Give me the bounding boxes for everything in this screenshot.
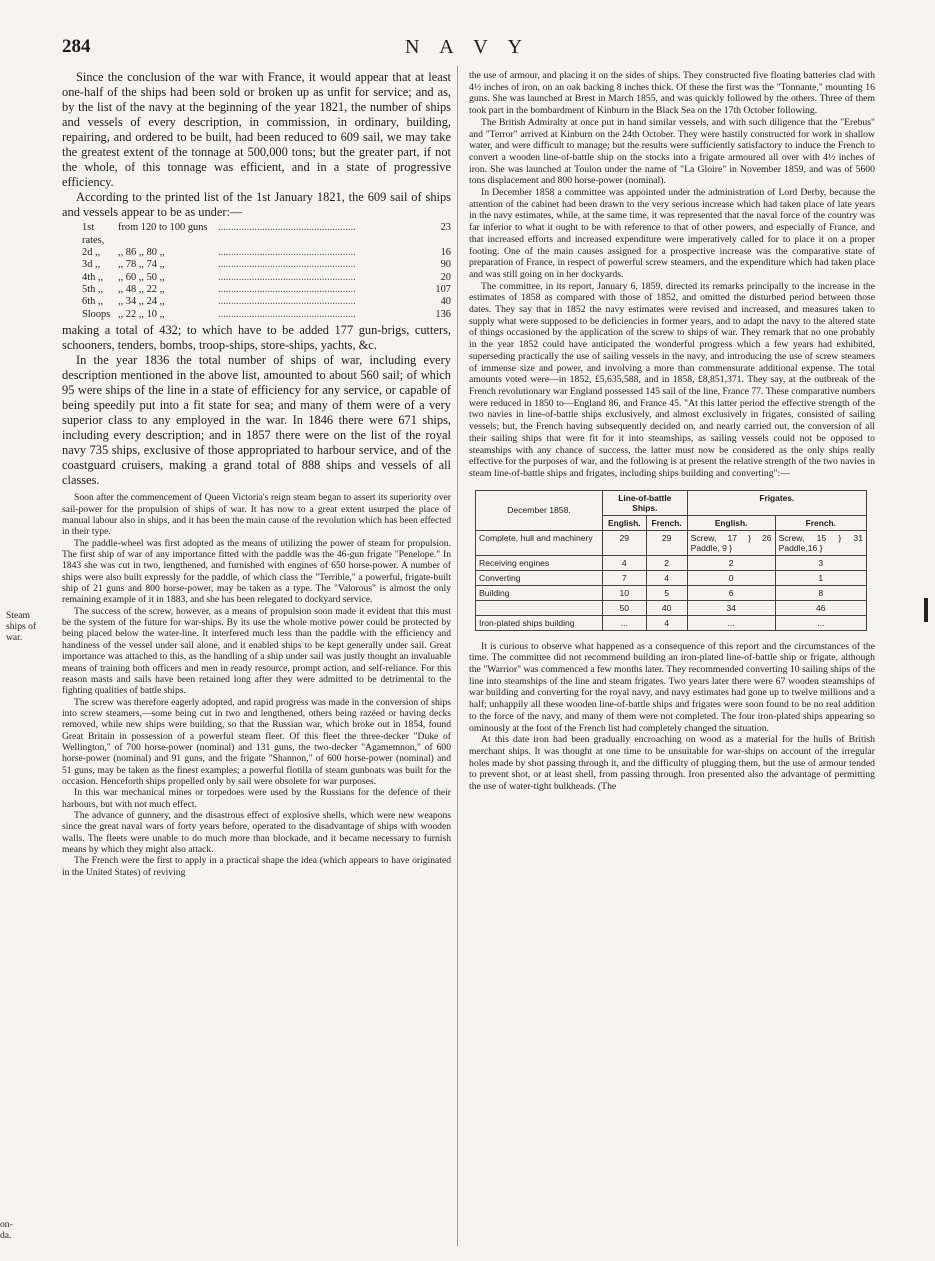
paragraph: The advance of gunnery, and the disastrous effect of explosive shells, which were new weapons since the great naval wars of forty years before, operated to the disadvantage of ships with wooden walls. The fleets were unable to do much more than blockade, and it became necessary to furnish means by which they might also attack. [62, 809, 451, 856]
table-group-header: Frigates. [687, 490, 866, 515]
table-subheader: English. [687, 515, 775, 530]
paragraph: The success of the screw, however, as a means of propulsion soon made it evident that this must be the system of the future for war-ships. By its use the whole motive power could be protected by being placed below the water-line. It interfered much less than the paddle with the efficiency and handiness of the vessel under sail alone, and it enabled ships to be kept generally under sail. Great importance was attached to this, as the handling of a ship under sail was justly thought an invaluable means of training both officers and men in ready resource, prompt action, and self-reliance. For this reason masts and sails have been retained long after they were admitted to be detrimental to the fighting qualities of battle ships. [62, 605, 451, 697]
table-subheader: French. [646, 515, 687, 530]
rate-row: 2d ,, ,, 86 ,, 80 ,, ..................................................... 16 [82, 247, 451, 259]
paragraph: In December 1858 a committee was appointed under the administration of Lord Derby, because the attention of the cabinet had been drawn to the very serious increase which had taken place of late years in the navy estimates, while, at the same time, it was represented that the naval force of the country was far inferior to what it ought to be with reference to that of other powers, and especially of France, and that increased efforts and increased expenditure were imperatively called for to place it on a proper footing. One of the main causes assigned for a prospective increase was the comparative state of preparation of France, in respect of powerful screw steamers, and the expenditure which had taken place and was still going on in her dockyards. [469, 187, 875, 280]
paragraph: The paddle-wheel was first adopted as the means of utilizing the power of steam for propulsion. The first ship of war of any importance fitted with the paddle was the 46-gun frigate "Penelope." In 1843 she was cut in two, lengthened, and furnished with engines of 650 horse-power. A number of ships were also built expressly for the paddle, of which class the "Terrible," a powerful, frigate-built ship of 21 guns and 800 horse-power, may be taken as a type. The "Valorous" is almost the only remaining example of it in 1883, and she has been relegated to dockyard service. [62, 537, 451, 606]
paragraph: According to the printed list of the 1st January 1821, the 609 sail of ships and vessels appear to be as under:— [62, 190, 451, 220]
paragraph: The French were the first to apply in a practical shape the idea (which appears to have originated in the United States) of reviving [62, 855, 451, 878]
paragraph: the use of armour, and placing it on the sides of ships. They constructed five floating batteries clad with 4½ inches of iron, on an oak backing 8 inches thick. Of these the first was the "Tonnante," mounting 16 guns. She was launched at Brest in March 1855, and was quickly followed by the others. Three of them took part in the bombardment of Kinburn in the Black Sea on the 17th October following. [469, 70, 875, 117]
rate-row: Sloops ,, 22 ,, 10 ,, ..................................................... 136 [82, 308, 451, 320]
side-note-fragment: on- da. [0, 1219, 13, 1241]
table-totals-row: 50 40 34 46 [476, 600, 867, 615]
running-title: N A V Y [404, 36, 531, 58]
rate-row: 3d ,, ,, 78 ,, 74 ,, ..................................................... 90 [82, 259, 451, 271]
side-note-steam-ships: Steam ships of war. [6, 610, 37, 643]
table-header-row [476, 490, 867, 515]
paragraph: At this date iron had been gradually encroaching on wood as a material for the hulls of British merchant ships. It was thought at one time to be unsuitable for war-ships on account of the irregular holes made by shot passing through it, and the difficulty of plugging them, but the use of armour tended to prevent shot, or at least shell, from passing through. Iron presented also the advantage of permitting the use of water-tight bulkheads. (The [469, 734, 875, 793]
rate-row: 5th ,, ,, 48 ,, 22 ,, ..................................................... 107 [82, 283, 451, 295]
page-number: 284 [62, 36, 91, 57]
column-rule [457, 66, 458, 1246]
paragraph: In the year 1836 the total number of ships of war, including every description mentioned in the above list, amounted to about 560 sail; of which 95 were ships of the line in a state of efficiency for any service, or capable of being speedily put into a fit state for sea; and many of them were of a very superior class to any employed in the war. In 1846 there were 671 ships, including every description; and in 1857 there were on the list of the royal navy 735 ships, exclusive of those appropriated to harbour service, and of the coastguard cruisers, making a grand total of 888 ships and vessels of all classes. [62, 352, 451, 488]
left-column [62, 70, 451, 878]
right-column [469, 70, 875, 793]
table-row: Receiving engines 4 2 2 3 [476, 555, 867, 570]
rates-list [62, 222, 451, 320]
paragraph: The screw was therefore eagerly adopted, and rapid progress was made in the conversion of ships into screw steamers,—some being cut in two and lengthened, others being razéed or having decks removed, while new ships were building, so that the Russian war, which broke out in 1854, found Great Britain in possession of a powerful steam fleet. Of this fleet the three-decker "Duke of Wellington," of 700 horse-power (nominal) and 131 guns, the two-decker "Agamemnon," of 600 horse-power (nominal) and 91 guns, and the frigate "Shannon," of 600 horse-power (nominal) and 51 guns, may be taken as the finest examples; a powerful flotilla of steam gunboats was built for the occasion. Henceforth ships propelled only by sail were obsolete for war purposes. [62, 696, 451, 787]
paragraph: Soon after the commencement of Queen Victoria's reign steam began to assert its superiority over sail-power for the propulsion of ships of war. It has now to a great extent usurped the place of manual labour also in ships, and it has been the main cause of the revolution which has been effected in their type. [62, 492, 451, 538]
table-subheader: French. [775, 515, 866, 530]
table-row: Converting 7 4 0 1 [476, 570, 867, 585]
paragraph: Since the conclusion of the war with France, it would appear that at least one-half of the ships had been sold or broken up as unfit for service; and as, by the list of the navy at the beginning of the year 1821, the number of ships and vessels of every description, in commission, in ordinary, building, repairing, and ordered to be built, had been reduced to 609 sail, we may take the greatest extent of the tonnage at 500,000 tons; but the greater part, if not the whole, of this tonnage was efficient, and in a state of progressive efficiency. [62, 70, 451, 190]
table-row: Complete, hull and machinery 29 29 Screw, 17 } 26 Paddle, 9 } Screw, 15 } 31 Paddle,16 } [476, 530, 867, 555]
table-subheader: English. [603, 515, 647, 530]
table-row: Iron-plated ships building ... 4 ... ... [476, 615, 867, 630]
rate-row: 1st rates, from 120 to 100 guns ..................................................... 23 [82, 222, 451, 246]
paragraph: The committee, in its report, January 6, 1859, directed its remarks principally to the increase in the estimates of 1858 as compared with those of 1852, and omitted the disturbed period between those dates. They say that in 1852 the navy estimates were revised and increased, and measures taken to supply what were supposed to be deficiencies in former years, and to adapt the navy to the altered state of things occasioned by the application of the screw to ships of war. They remark that no one probably in the year 1852 could have anticipated the wonderful progress which a few years had exhibited, superseding practically the use of sailing vessels in the navy, and introducing the use of screw steamers of immense size and power, and involving a more than commensurate additional expense. The total amounts voted were—in 1852, £5,635,588, and in 1858, £8,851,371. They say, at the outbreak of the French revolutionary war England possessed 145 sail of the line, France 77. These comparative numbers were reduced in 1850 to—England 86, and France 45. "At this latter period the effective strength of the two navies in line-of-battle ships exclusively, and almost exclusively in frigates, consisted of sailing vessels; but, the French having subsequently decided on, and nearly carried out, the conversion of all their sailing ships that were fit for it into steamships, as sailing vessels could not be opposed to steamships with any chance of success, the latter must now be considered as the only ships really effective for the purposes of war, and the following is at present the relative strength of the two navies in steam line-of-battle ships and frigates, including ships building and converting":— [469, 280, 875, 479]
paragraph: making a total of 432; to which have to be added 177 gun-brigs, cutters, schooners, tenders, bombs, troop-ships, store-ships, yachts, &c. [62, 322, 451, 352]
comparison-table [475, 490, 867, 631]
rate-row: 4th ,, ,, 60 ,, 50 ,, ..................................................... 20 [82, 271, 451, 283]
table-row: Building 10 5 6 8 [476, 585, 867, 600]
rate-row: 6th ,, ,, 34 ,, 24 ,, ..................................................... 40 [82, 296, 451, 308]
paragraph: It is curious to observe what happened as a consequence of this report and the circumstances of the time. The committee did not recommend building an iron-plated line-of-battle ship or frigate, although the "Warrior" was commenced a few months later. They recommended converting 10 sailing ships of the line into steamships of the line and steam frigates. Two years later there were 67 wooden steamships of war building and converting for the royal navy, and navy estimates had gone up to twelve millions and a half; unhappily all these wooden line-of-battle ships and frigates were soon found to be no real addition to the force of the navy, and many of them were not completed. The four iron-plated ships appearing so ominously at the foot of the French list had completely changed the situation. [469, 640, 875, 734]
paragraph: The British Admiralty at once put in hand similar vessels, and with such diligence that the "Erebus" and "Terror" arrived at Kinburn on the 24th October. They were hastily constructed for work in shallow water, and were difficult to manage; but the results were sufficiently satisfactory to induce the French to convert a wooden line-of-battle ship on the stocks into a frigate armoured all over with 4½ inches of iron. She was launched at Toulon under the name of "La Gloire" in November 1859, and was of 5600 tons displacement and 800 horse-power (nominal). [469, 116, 875, 187]
table-corner-cell: December 1858. [476, 490, 603, 530]
table-group-header: Line-of-battle Ships. [603, 490, 688, 515]
paragraph: In this war mechanical mines or torpedoes were used by the Russians for the defence of their harbours, but with not much effect. [62, 787, 451, 810]
scan-edge-mark [924, 598, 928, 622]
